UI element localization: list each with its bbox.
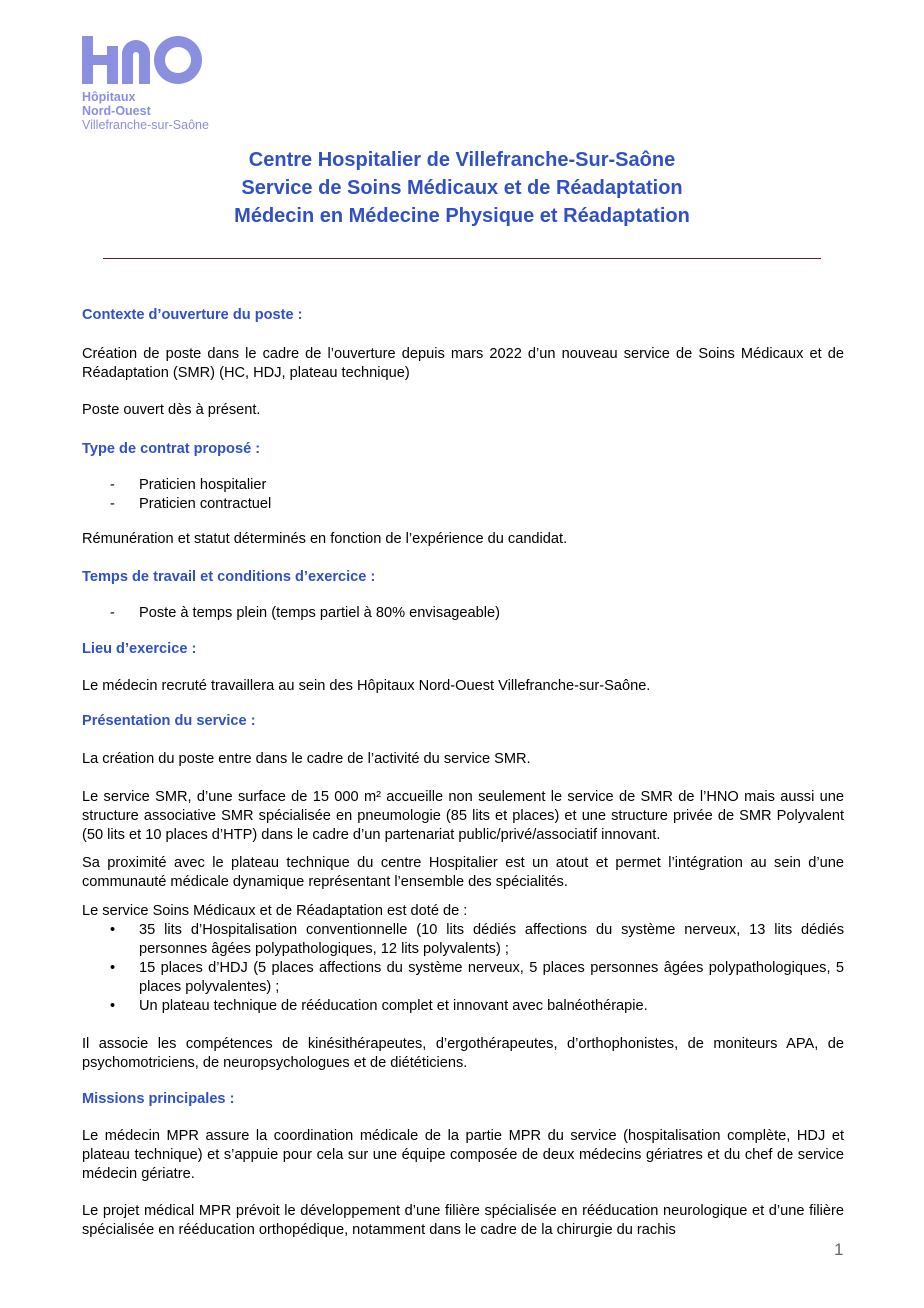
- list-equipements: [82, 921, 844, 1016]
- list-item: - Poste à temps plein (temps partiel à 80% envisageable): [82, 604, 844, 623]
- paragraph-lieu: Le médecin recruté travaillera au sein des Hôpitaux Nord-Ouest Villefranche-sur-Saône.: [82, 678, 651, 694]
- list-item: • 15 places d’HDJ (5 places affections du système nerveux, 5 places personnes âgées polypathologiques, 5 places polyvalentes) ;: [82, 959, 844, 997]
- paragraph-contexte: Création de poste dans le cadre de l’ouverture depuis mars 2022 d’un nouveau service de Soins Médicaux et de Réadaptation (SMR) (HC, HDJ, plateau technique): [82, 346, 844, 381]
- paragraph-remuneration: Rémunération et statut déterminés en fonction de l’expérience du candidat.: [82, 531, 568, 547]
- list-item: - Praticien contractuel: [82, 495, 844, 514]
- heading-temps: Temps de travail et conditions d’exercice :: [82, 569, 376, 585]
- list-item: • 35 lits d’Hospitalisation conventionnelle (10 lits dédiés affections du système nerveux, 13 lits dédiés personnes âgées polypathologiques, 12 lits polyvalents) ;: [82, 921, 844, 959]
- logo-line-hopitaux: Hôpitaux: [82, 90, 136, 104]
- heading-contrat: Type de contrat proposé :: [82, 441, 261, 457]
- logo-line-city: Villefranche-sur-Saône: [82, 118, 209, 132]
- paragraph-presentation-5: Il associe les compétences de kinésithérapeutes, d’ergothérapeutes, d’orthophonistes, de moniteurs APA, de psychomotriciens, de neuropsychologues et de diététiciens.: [82, 1036, 844, 1071]
- heading-lieu: Lieu d’exercice :: [82, 641, 197, 657]
- page-number: 1: [834, 1240, 844, 1259]
- logo-line-nord-ouest: Nord-Ouest: [82, 104, 151, 118]
- title-position: Médecin en Médecine Physique et Réadaptation: [234, 205, 690, 227]
- heading-presentation: Présentation du service :: [82, 713, 256, 729]
- document-body: [82, 306, 844, 1240]
- paragraph-missions-2: Le projet médical MPR prévoit le développement d’une filière spécialisée en rééducation neurologique et d’une filière spécialisée en rééducation orthopédique, notamment dans le cadre de la chirurgie du rachis: [82, 1203, 844, 1238]
- paragraph-presentation-3: Sa proximité avec le plateau technique du centre Hospitalier est un atout et permet l’intégration au sein d’une communauté médicale dynamique représentant l’ensemble des spécialités.: [82, 855, 844, 890]
- document-title-block: [0, 146, 924, 230]
- paragraph-presentation-4: Le service Soins Médicaux et de Réadaptation est doté de :: [82, 903, 468, 919]
- list-contrat: [82, 476, 844, 514]
- paragraph-presentation-2: Le service SMR, d’une surface de 15 000 m² accueille non seulement le service de SMR de l’HNO mais aussi une structure associative SMR spécialisée en pneumologie (85 lits et places) et une structure privée de SMR Polyvalent (50 lits et 10 places d’HTP) dans le cadre d’un partenariat public/privé/associatif innovant.: [82, 789, 844, 843]
- hno-logo: [82, 34, 242, 132]
- paragraph-presentation-1: La création du poste entre dans le cadre de l’activité du service SMR.: [82, 751, 531, 767]
- hno-logo-mark: [82, 34, 202, 86]
- title-hospital: Centre Hospitalier de Villefranche-Sur-Saône: [248, 149, 676, 171]
- list-temps: [82, 604, 844, 623]
- paragraph-poste-ouvert: Poste ouvert dès à présent.: [82, 402, 261, 418]
- heading-missions: Missions principales :: [82, 1091, 235, 1107]
- title-service: Service de Soins Médicaux et de Réadaptation: [241, 177, 683, 199]
- list-item: - Praticien hospitalier: [82, 476, 844, 495]
- list-item: • Un plateau technique de rééducation complet et innovant avec balnéothérapie.: [82, 997, 844, 1016]
- title-divider: [103, 258, 821, 259]
- logo-text: [82, 90, 242, 132]
- paragraph-missions-1: Le médecin MPR assure la coordination médicale de la partie MPR du service (hospitalisation complète, HDJ et plateau technique) et s’appuie pour cela sur une équipe composée de deux médecins gériatres et du chef de service médecin gériatre.: [82, 1128, 844, 1182]
- heading-contexte: Contexte d’ouverture du poste :: [82, 307, 303, 323]
